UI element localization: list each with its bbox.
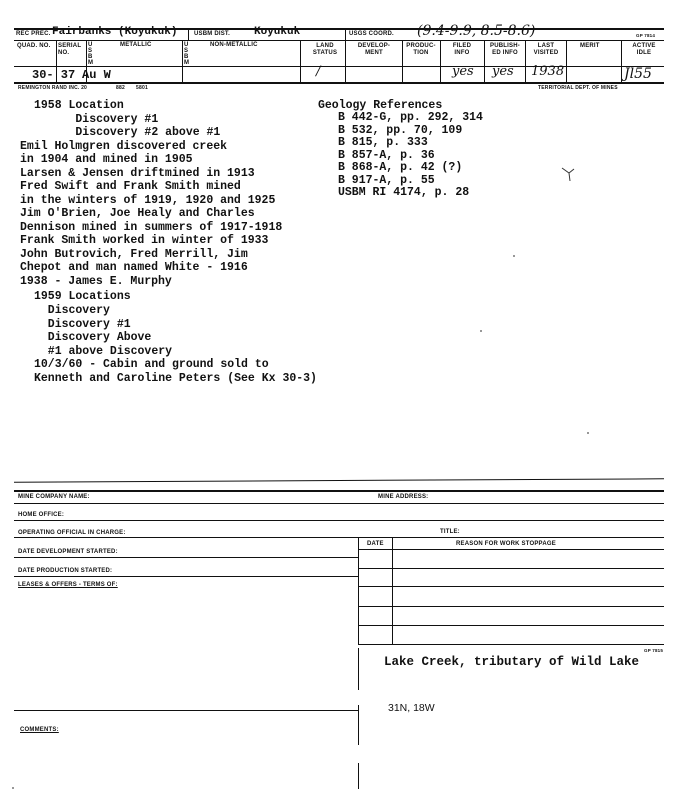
col-nonmetallic: NON-METALLIC bbox=[210, 42, 258, 48]
geology-ref: B 868-A, p. 42 (?) bbox=[338, 161, 463, 174]
note-line: Frank Smith worked in winter of 1933 bbox=[20, 234, 269, 247]
geology-title: Geology References bbox=[318, 99, 443, 112]
note-line: Discovery #1 bbox=[34, 317, 131, 331]
usbm-dist-label: USBM DIST. bbox=[194, 31, 231, 37]
reason-col-header: REASON FOR WORK STOPPAGE bbox=[456, 541, 556, 547]
active-idle-value: Jl55 bbox=[624, 66, 652, 82]
geology-ref: B 532, pp. 70, 109 bbox=[338, 123, 463, 137]
usgs-coord-value: (9.4-9.9, 8.5-8.6) bbox=[417, 23, 536, 39]
note-line: 10/3/60 - Cabin and ground sold to bbox=[34, 358, 269, 371]
note-line: Dennison mined in summers of 1917-1918 bbox=[20, 220, 283, 234]
speck bbox=[587, 432, 589, 434]
note-line: Larsen & Jensen driftmined in 1913 bbox=[20, 166, 255, 180]
geology-ref: B 857-A, p. 36 bbox=[338, 148, 435, 162]
home-office-label: HOME OFFICE: bbox=[18, 512, 65, 518]
col-merit: MERIT bbox=[580, 43, 600, 49]
col-serial: SERIAL NO. bbox=[58, 43, 82, 56]
note-line: Discovery bbox=[34, 304, 110, 317]
date-col-header: DATE bbox=[367, 541, 384, 547]
note-line: in 1904 and mined in 1905 bbox=[20, 153, 193, 166]
metallic-value: Au W bbox=[82, 68, 111, 82]
location-note: Lake Creek, tributary of Wild Lake bbox=[384, 655, 640, 669]
date-development-started-label: DATE DEVELOPMENT STARTED: bbox=[18, 549, 118, 555]
form-number-bottom: GP 7815 bbox=[644, 648, 664, 653]
geology-ref: B 442-G, pp. 292, 314 bbox=[338, 111, 483, 124]
note-line: John Butrovich, Fred Merrill, Jim bbox=[20, 247, 248, 261]
col-usbm-metallic: U S B M bbox=[88, 42, 94, 66]
pencil-tick-mark bbox=[560, 164, 580, 184]
township-range: 31N, 18W bbox=[388, 702, 435, 714]
note-line: #1 above Discovery bbox=[34, 344, 173, 358]
col-metallic: METALLIC bbox=[120, 42, 152, 48]
published-info-value: yes bbox=[492, 64, 514, 79]
note-line: Discovery #2 above #1 bbox=[34, 126, 221, 139]
note-line: Discovery Above bbox=[34, 331, 152, 344]
leases-offers-label: LEASES & OFFERS - TERMS OF: bbox=[18, 582, 118, 588]
geology-ref: USBM RI 4174, p. 28 bbox=[338, 186, 470, 199]
operating-official-label: OPERATING OFFICIAL IN CHARGE: bbox=[18, 530, 126, 536]
rec-prec-label: REC PREC. bbox=[16, 31, 51, 37]
mine-address-label: MINE ADDRESS: bbox=[378, 494, 429, 500]
geology-ref: B 917-A, p. 55 bbox=[338, 173, 435, 187]
quad-serial-value: 30- 37 bbox=[32, 68, 76, 82]
comments-label: COMMENTS: bbox=[20, 727, 59, 733]
col-develop: DEVELOP- MENT bbox=[357, 43, 391, 56]
date-production-started-label: DATE PRODUCTION STARTED: bbox=[18, 568, 113, 574]
note-line: 1958 Location bbox=[34, 99, 124, 112]
mine-company-name-label: MINE COMPANY NAME: bbox=[18, 494, 90, 500]
usbm-dist-value: Koyukuk bbox=[254, 26, 301, 38]
form-number-top: GP 7814 bbox=[636, 33, 656, 38]
printer-note: REMINGTON RAND INC. 20 bbox=[18, 85, 88, 91]
col-quad: QUAD. NO. bbox=[17, 43, 51, 49]
speck bbox=[12, 787, 14, 789]
note-line: Fred Swift and Frank Smith mined bbox=[20, 180, 241, 193]
col-filed-info: FILED INFO bbox=[452, 43, 472, 56]
col-active-idle: ACTIVE IDLE bbox=[632, 43, 656, 56]
note-line: Chepot and man named White - 1916 bbox=[20, 261, 248, 274]
printer-code-2: 5801 bbox=[136, 85, 148, 91]
rec-prec-value: Fairbanks (Koyukuk) bbox=[52, 26, 178, 38]
geology-ref: B 815, p. 333 bbox=[338, 136, 428, 149]
note-line: 1938 - James E. Murphy bbox=[20, 274, 172, 288]
filed-info-value: yes bbox=[452, 64, 474, 79]
col-published-info: PUBLISH- ED INFO bbox=[490, 43, 520, 56]
note-line: Emil Holmgren discovered creek bbox=[20, 139, 228, 153]
speck bbox=[480, 330, 482, 332]
notes-block bbox=[20, 99, 320, 385]
note-line: Kenneth and Caroline Peters (See Kx 30-3) bbox=[34, 371, 317, 385]
land-status-value: / bbox=[316, 64, 321, 79]
col-land-status: LAND STATUS bbox=[312, 43, 338, 56]
col-production: PRODUC- TION bbox=[406, 43, 436, 56]
last-visited-value: 1938 bbox=[531, 64, 565, 79]
title-label: TITLE: bbox=[440, 529, 460, 535]
note-line: Jim O'Brien, Joe Healy and Charles bbox=[20, 207, 255, 220]
usgs-coord-label: USGS COORD. bbox=[349, 31, 394, 37]
speck bbox=[513, 255, 515, 257]
note-line: in the winters of 1919, 1920 and 1925 bbox=[20, 193, 276, 207]
col-last-visited: LAST VISITED bbox=[533, 43, 559, 56]
geology-block bbox=[318, 99, 483, 200]
territorial-dept: TERRITORIAL DEPT. OF MINES bbox=[538, 85, 618, 91]
note-line: 1959 Locations bbox=[34, 290, 131, 303]
col-usbm-nonmetallic: U S B M bbox=[184, 42, 190, 66]
note-line: Discovery #1 bbox=[34, 112, 159, 126]
printer-code-1: 882 bbox=[116, 85, 125, 91]
